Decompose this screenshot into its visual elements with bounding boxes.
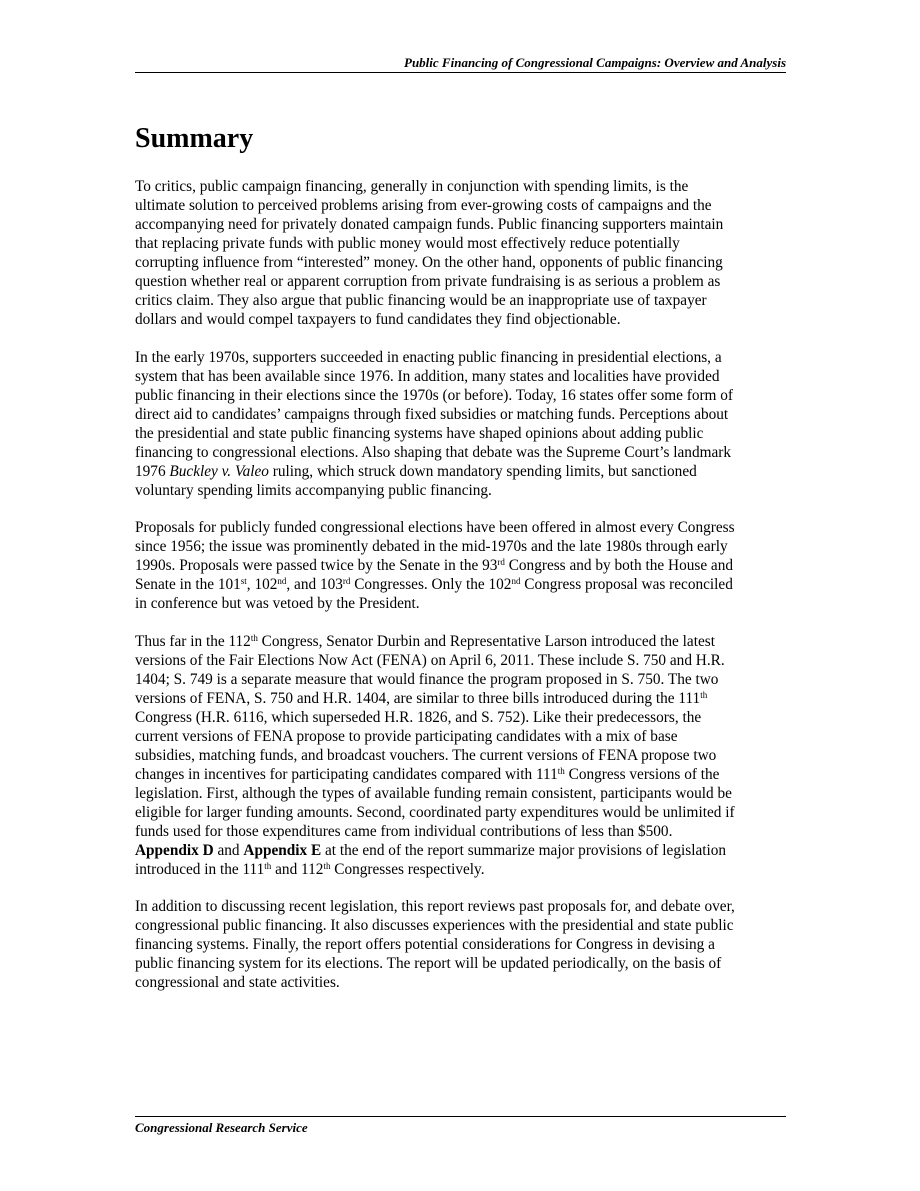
footer-crs: Congressional Research Service (135, 1120, 308, 1135)
case-name: Buckley v. Valeo (169, 462, 269, 480)
paragraph-proposals: Proposals for publicly funded congressional elections have been offered in almost every Congress since 1956; the issue was prominently debated in the mid-1970s and the late 1980s through early 1990s. Proposals were passed twice by the Senate in the 93rd Congress and by both the House and Senate in the 101st, 102nd, and 103rd Congresses. Only the 102nd Congress proposal was reconciled in conference but was vetoed by the President. (135, 519, 735, 612)
appendix-e-ref: Appendix E (243, 841, 322, 859)
paragraph-report-scope: In addition to discussing recent legislation, this report reviews past proposals for, and debate over, congressional public financing. It also discusses experiences with the presidential and state public financing systems. Finally, the report offers potential considerations for Congress in devising a public financing system for its elections. The report will be updated periodically, on the basis of congressional and state activities. (135, 898, 735, 991)
paragraph-history: In the early 1970s, supporters succeeded in enacting public financing in presidential elections, a system that has been available since 1976. In addition, many states and localities have provided public financing in their elections since the 1970s (or before). Today, 16 states offer some form of direct aid to candidates’ campaigns through fixed subsidies or matching funds. Perceptions about the presidential and state public financing systems have shaped opinions about adding public financing to congressional elections. Also shaping that debate was the Supreme Court’s landmark 1976 Buckley v. Valeo ruling, which struck down mandatory spending limits, but sanctioned voluntary spending limits accompanying public financing. (135, 348, 734, 499)
summary-body (135, 177, 786, 1011)
appendix-d-ref: Appendix D (135, 841, 214, 859)
page-title: Summary (135, 123, 254, 154)
paragraph-fena: Thus far in the 112th Congress, Senator Durbin and Representative Larson introduced the latest versions of the Fair Elections Now Act (FENA) on April 6, 2011. These include S. 750 and H.R. 1404; S. 749 is a separate measure that would finance the program proposed in S. 750. The two versions of FENA, S. 750 and H.R. 1404, are similar to three bills introduced during the 111th Congress (H.R. 6116, which superseded H.R. 1826, and S. 752). Like their predecessors, the current versions of FENA propose to provide participating candidates with a mix of base subsidies, matching funds, and broadcast vouchers. The current versions of FENA propose two changes in incentives for participating candidates compared with 111th Congress versions of the legislation. First, although the types of available funding remain consistent, participants would be eligible for larger funding amounts. Second, coordinated party expenditures would be unlimited if funds used for those expenditures came from individual contributions of less than $500. Appendix D and Appendix E at the end of the report summarize major provisions of legislation introduced in the 111th and 112th Congresses respectively. (135, 632, 735, 878)
running-header: Public Financing of Congressional Campaigns: Overview and Analysis (404, 55, 786, 70)
paragraph-critics: To critics, public campaign financing, generally in conjunction with spending limits, is the ultimate solution to perceived problems arising from ever-growing costs of campaigns and the accompanying need for privately donated campaign funds. Public financing supporters maintain that replacing private funds with public money would most effectively reduce potentially corrupting influence from “interested” money. On the other hand, opponents of public financing question whether real or apparent corruption from private fundraising is as serious a problem as critics claim. They also argue that public financing would be an inappropriate use of taxpayer dollars and would compel taxpayers to fund candidates they find objectionable. (135, 178, 724, 328)
footer-rule (135, 1116, 786, 1117)
header-rule (135, 72, 786, 73)
